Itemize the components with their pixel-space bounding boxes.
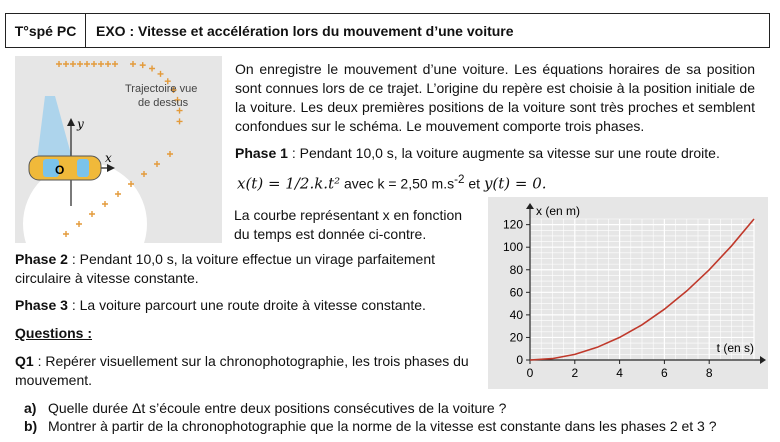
phase2-label: Phase 2 [15, 251, 68, 267]
equation-fraction: 1/2 [285, 174, 310, 193]
trajectory-cross [98, 61, 104, 67]
exercise-title: EXO : Vitesse et accélération lors du mouvement d’une voiture [96, 22, 514, 39]
y-tick-label: 20 [509, 330, 523, 345]
equation-rhs: y(t) = 0. [483, 174, 547, 193]
x-tick-label: 0 [526, 366, 534, 380]
trajectory-svg [15, 56, 222, 243]
x-axis-arrow [760, 356, 766, 364]
trajectory-cross [177, 118, 183, 124]
equation [237, 170, 547, 194]
equation-k: avec k = 2,50 m.s [340, 175, 455, 192]
trajectory-label-1: Trajectoire vue [125, 83, 198, 95]
x-axis-title: t (en s) [716, 341, 754, 355]
trajectory-cross [158, 71, 164, 77]
y-axis-title: x (en m) [536, 204, 581, 218]
origin-label: O [55, 163, 65, 177]
x-tick-label: 6 [661, 366, 668, 380]
equation-lhs: x(t) = [237, 174, 286, 193]
header [5, 13, 770, 48]
trajectory-cross [63, 61, 69, 67]
x-tick-label: 2 [571, 366, 579, 380]
phase3-paragraph [15, 296, 426, 315]
phase2-paragraph [15, 250, 465, 288]
trajectory-cross [77, 61, 83, 67]
q1-paragraph [15, 352, 485, 390]
qb-text: Montrer à partir de la chronophotographie que la norme de la vitesse est constante dans les phases 2 et 3 ? [48, 418, 717, 434]
position-time-chart [488, 197, 768, 389]
qa-label: a) [24, 400, 37, 416]
q1-text: : Repérer visuellement sur la chronophotographie, les trois phases du mouvement. [15, 353, 469, 388]
phase1-label: Phase 1 [235, 145, 288, 161]
phase1-text: : Pendant 10,0 s, la voiture augmente sa vitesse sur une route droite. [287, 145, 720, 161]
chart-svg [488, 197, 768, 389]
y-tick-label: 120 [502, 217, 523, 232]
y-tick-label: 0 [516, 353, 523, 367]
trajectory-cross [167, 151, 173, 157]
phase1-paragraph [235, 144, 720, 163]
questions-title: Questions : [15, 325, 93, 341]
y-tick-label: 80 [509, 262, 523, 277]
phase3-label: Phase 3 [15, 297, 68, 313]
trajectory-cross [70, 61, 76, 67]
y-tick-label: 100 [502, 240, 523, 255]
question-b [24, 417, 717, 436]
y-tick-label: 60 [509, 285, 523, 300]
trajectory-cross [56, 61, 62, 67]
x-axis-label: x [105, 151, 112, 165]
trajectory-cross [130, 61, 136, 67]
trajectory-cross [141, 171, 147, 177]
trajectory-cross [105, 61, 111, 67]
question-a [24, 399, 506, 418]
level-label: T°spé PC [6, 14, 86, 47]
q1-label: Q1 [15, 353, 34, 369]
trajectory-cross [84, 61, 90, 67]
trajectory-cross [112, 61, 118, 67]
qa-text: Quelle durée Δt s’écoule entre deux positions consécutives de la voiture ? [48, 400, 507, 416]
y-tick-label: 40 [509, 307, 523, 322]
qb-label: b) [24, 418, 38, 434]
chronophotography-figure [15, 56, 222, 243]
equation-exp: -2 [454, 173, 465, 186]
phase2-text: : Pendant 10,0 s, la voiture effectue un virage parfaitement circulaire à vitesse constante. [15, 251, 436, 286]
equation-rest: .k.t² [309, 174, 341, 193]
trajectory-cross [149, 65, 155, 71]
trajectory-cross [154, 161, 160, 167]
trajectory-cross [140, 62, 146, 68]
y-axis-label: y [77, 117, 84, 131]
x-tick-label: 4 [616, 366, 623, 380]
courbe-paragraph: La courbe représentant x en fonction du temps est donnée ci-contre. [234, 207, 463, 242]
y-axis-arrow [526, 203, 534, 209]
phase3-text: : La voiture parcourt une route droite à vitesse constante. [67, 297, 426, 313]
trajectory-cross [91, 61, 97, 67]
car-icon [29, 156, 101, 180]
trajectory-label-2: de dessus [138, 97, 189, 109]
x-tick-label: 8 [705, 366, 713, 380]
intro-paragraph: On enregistre le mouvement d’une voiture. Les équations horaires de sa position sont connues lors de ce trajet. L’origine du repère est choisie à la position initiale de la voiture. Les deux premières positions de la voiture sont très proches et semblent confondues sur le schéma. Le mouvement comporte trois phases. [235, 61, 755, 134]
equation-and: et [464, 175, 484, 192]
